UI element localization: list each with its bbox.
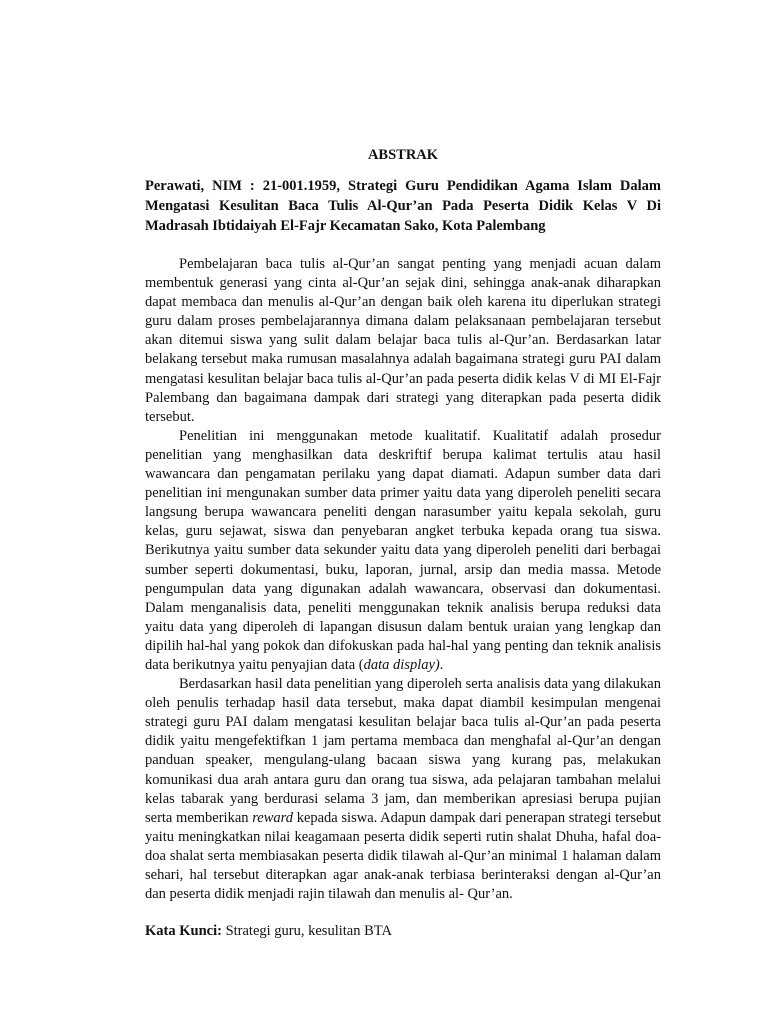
paragraph-3-italic-term: reward xyxy=(252,809,294,826)
paragraph-3-text: Berdasarkan hasil data penelitian yang diperoleh serta analisis data yang dilakukan oleh penulis terhadap hasil data tersebut, maka dapat diambil kesimpulan mengenai strategi guru PAI dalam mengatasi kesulitan belajar baca tulis al-Qur’an pada peserta didik yaitu mengefektifkan 1 jam pertama membaca dan menghafal al-Qur’an dengan panduan speaker, mengulang-ulang bacaan siswa yang kurang pas, melakukan komunikasi dua arah antara guru dan orang tua siswa, ada pelajaran tambahan melalui kelas tabarak yang berdurasi selama 3 jam, dan memberikan apresiasi berupa pujian serta memberikan xyxy=(145,676,661,826)
paragraph-2-italic-term: data display) xyxy=(363,656,440,673)
abstract-content xyxy=(145,146,661,941)
paragraph-2-end: . xyxy=(439,656,444,673)
abstract-paragraph-3 xyxy=(145,675,661,904)
paragraph-3-rest: kepada siswa. Adapun dampak dari penerapan strategi tersebut yaitu meningkatkan nilai keagamaan peserta didik seperti rutin shalat Dhuha, hafal doa-doa shalat serta membiasakan peserta didik tilawah al-Qur’an minimal 1 halaman dalam sehari, hal tersebut diterapkan agar anak-anak terbiasa berinteraksi dengan al-Qur’an dan peserta didik menjadi rajin tilawah dan menulis al- Qur’an. xyxy=(145,809,661,903)
abstract-paragraph-1: Pembelajaran baca tulis al-Qur’an sangat penting yang menjadi acuan dalam membentuk generasi yang cinta al-Qur’an sejak dini, sehingga anak-anak diharapkan dapat membaca dan menulis al-Qur’an dengan baik oleh karena itu diperlukan strategi guru dalam proses pembelajarannya dimana dalam pelaksanaan pembelajaran tersebut akan ditemui siswa yang sulit dalam belajar baca tulis al-Qur’an. Berdasarkan latar belakang tersebut maka rumusan masalahnya adalah bagaimana strategi guru PAI dalam mengatasi kesulitan belajar baca tulis al-Qur’an pada peserta didik kelas V di MI El-Fajr Palembang dan bagaimana dampak dari strategi yang diterapkan pada peserta didik tersebut. xyxy=(145,256,661,425)
abstract-title: ABSTRAK xyxy=(367,147,439,163)
paragraph-2-text: Penelitian ini menggunakan metode kualitatif. Kualitatif adalah prosedur penelitian yang menghasilkan data deskriftif berupa kalimat tertulis atau hasil wawancara dan pengamatan perilaku yang dapat diamati. Adapun sumber data dari penelitian ini mengunakan sumber data primer yaitu data yang diperoleh peneliti secara langsung berupa wawancara peneliti dengan narasumber yaitu kepala sekolah, guru kelas, guru sejawat, siswa dan penyebaran angket terbuka kepada orang tua siswa. Berikutnya yaitu sumber data sekunder yaitu data yang diperoleh peneliti dari berbagai sumber seperti dokumentasi, buku, laporan, jurnal, arsip dan media massa. Metode pengumpulan data yang digunakan adalah wawancara, observasi dan dokumentasi. Dalam menganalisis data, peneliti menggunakan teknik analisis berupa reduksi data yaitu data yang diperoleh di lapangan disusun dalam bentuk uraian yang lengkap dan dipilih hal-hal yang pokok dan difokuskan pada hal-hal yang penting dan teknik analisis data berikutnya yaitu penyajian data ( xyxy=(145,427,661,673)
abstract-paragraph-2 xyxy=(145,427,661,675)
citation-heading: Perawati, NIM : 21-001.1959, Strategi Guru Pendidikan Agama Islam Dalam Mengatasi Kesulitan Baca Tulis Al-Qur’an Pada Peserta Didik Kelas V Di Madrasah Ibtidaiyah El-Fajr Kecamatan Sako, Kota Palembang xyxy=(145,178,661,234)
keywords-line xyxy=(145,922,661,941)
keywords-label: Kata Kunci: xyxy=(145,923,222,940)
keywords-value: Strategi guru, kesulitan BTA xyxy=(221,923,392,940)
